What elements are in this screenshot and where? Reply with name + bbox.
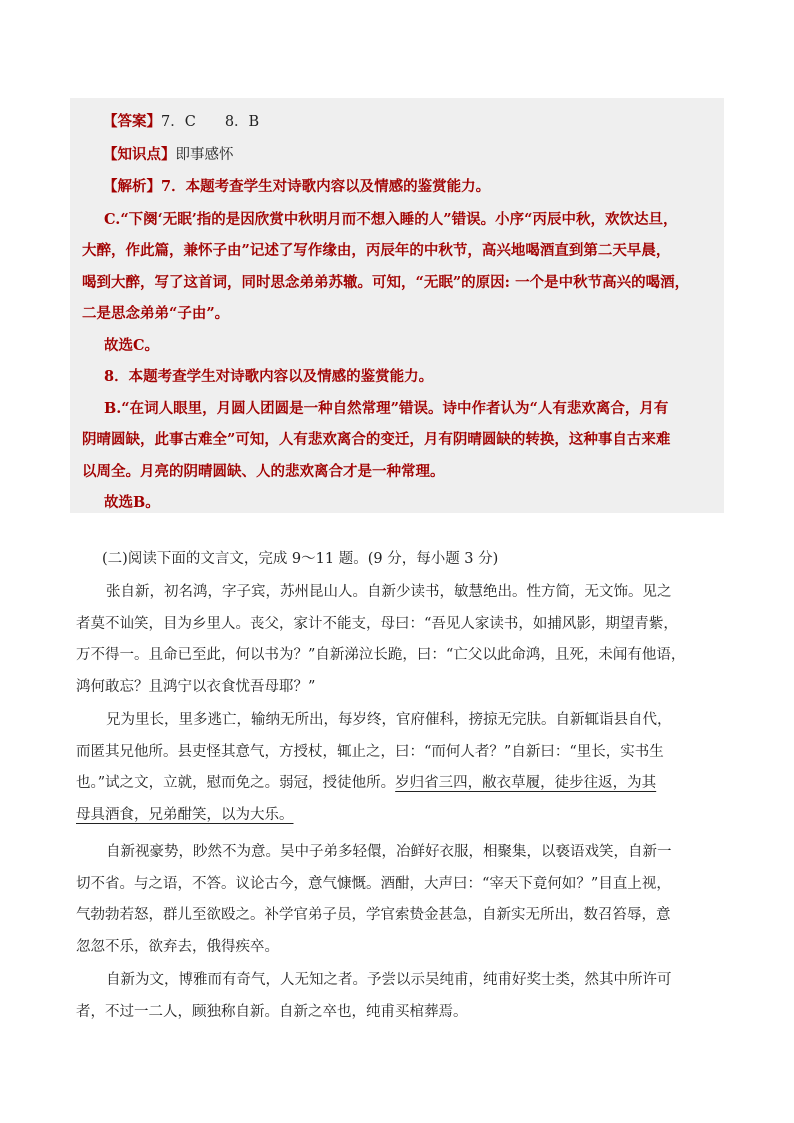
q8-line-1: B.“在词人眼里，月圆人团圆是一种自然常理”错误。诗中作者认为“人有悲欢离合，月有 [104, 399, 669, 417]
answer-line [82, 106, 712, 139]
p2-underlined-b: 母具酒食，兄弟酣笑，以为大乐。 [76, 806, 294, 823]
p2-underlined-a: 岁归省三四，敝衣草履，徒步往返，为其 [395, 775, 657, 791]
paragraph-4 [76, 965, 734, 1028]
p4-line-1: 自新为文，博雅而有奇气，人无知之者。予尝以示吴纯甫，纯甫好奖士类，然其中所许可 [106, 972, 672, 988]
p3-line-2: 切不省。与之语，不答。议论古今，意气慷慨。酒酣，大声曰：“宰天下竟何如？”目直上视， [76, 875, 671, 892]
p1-line-2: 者莫不讪笑，目为乡里人。丧父，家计不能支，母曰：“吾见人家读书，如捕风影，期望青紫， [76, 615, 678, 632]
p2-line-4 [76, 800, 734, 832]
section-heading: (二)阅读下面的文言文，完成 9～11 题。(9 分，每小题 3 分) [102, 551, 499, 567]
answer-text: 7．C 8．B [161, 114, 260, 130]
q7-choice: 故选C。 [104, 336, 160, 354]
p1-line-4: 鸿何敢忘？且鸿宁以衣食忧吾母耶？” [76, 678, 316, 695]
p3-line-1: 自新视豪势，眇然不为意。吴中子弟多轻儇，冶鲜好衣服，相聚集，以亵语戏笑，自新一 [106, 844, 672, 860]
analysis-line [82, 171, 712, 204]
p2-line-3-text: 也。”试之文，立就，慰而免之。弱冠，授徒他所。 [76, 775, 396, 791]
p2-line-2: 而匿其兄他所。县吏怪其意气，方授杖，辄止之，曰：“而何人者？”自新曰：“里长，实书生 [76, 743, 664, 760]
q8-choice: 故选B。 [104, 494, 160, 511]
analysis-label: 【解析】 [103, 178, 161, 195]
q8-line-3: 以周全。月亮的阴晴圆缺、人的悲欢离合才是一种常理。 [82, 462, 445, 480]
knowledge-line [82, 139, 712, 172]
paragraph-1 [76, 577, 734, 703]
knowledge-label: 【知识点】 [103, 145, 176, 163]
p3-line-3: 气勃勃若怒，群儿至欲殴之。补学官弟子员，学官索贽金甚急，自新实无所出，数召笞辱，意 [76, 907, 671, 923]
p2-line-3 [76, 768, 734, 800]
classical-chinese-section [76, 547, 734, 1030]
answer-analysis-box [70, 98, 724, 513]
p2-line-1: 兄为里长，里多逃亡，输纳无所出，每岁终，官府催科，搒掠无完肤。自新辄诣县自代， [106, 712, 672, 728]
answer-label: 【答案】 [103, 113, 161, 130]
q7-intro: 7．本题考查学生对诗歌内容以及情感的鉴赏能力。 [161, 178, 491, 195]
p4-line-2: 者，不过一二人，顾独称自新。自新之卒也，纯甫买棺葬焉。 [76, 1003, 468, 1020]
q7-line-1: C.“下阕‘无眠’指的是因欣赏中秋明月而不想入睡的人”错误。小序“丙辰中秋，欢饮达旦， [104, 210, 678, 228]
paragraph-2 [76, 705, 734, 831]
q7-line-3: 喝到大醉，写了这首词，同时思念弟弟苏辙。可知，“无眠”的原因: 一个是中秋节高兴的喝酒， [82, 273, 690, 291]
p3-line-4: 忽忽不乐，欲弃去，俄得疾卒。 [76, 938, 279, 955]
q8-intro: 8．本题考查学生对诗歌内容以及情感的鉴赏能力。 [104, 368, 434, 385]
knowledge-text: 即事感怀 [175, 146, 234, 163]
p1-line-1: 张自新，初名鸿，字子宾，苏州昆山人。自新少读书，敏慧绝出。性方简，无文饰。见之 [106, 584, 672, 600]
q7-line-4: 二是思念弟弟“子由”。 [82, 305, 230, 322]
p1-line-3: 万不得一。且命已至此，何以书为？”自新涕泣长跪，曰：“亡父以此命鸿，且死，未闻有他语， [76, 647, 686, 663]
q7-line-2: 大醉，作此篇，兼怀子由”记述了写作缘由，丙辰年的中秋节，高兴地喝酒直到第二天早晨， [82, 242, 671, 259]
paragraph-3 [76, 837, 734, 963]
q8-line-2: 阴晴圆缺，此事古难全”可知，人有悲欢离合的变迁，月有阴晴圆缺的转换，这种事自古来难 [82, 431, 671, 448]
